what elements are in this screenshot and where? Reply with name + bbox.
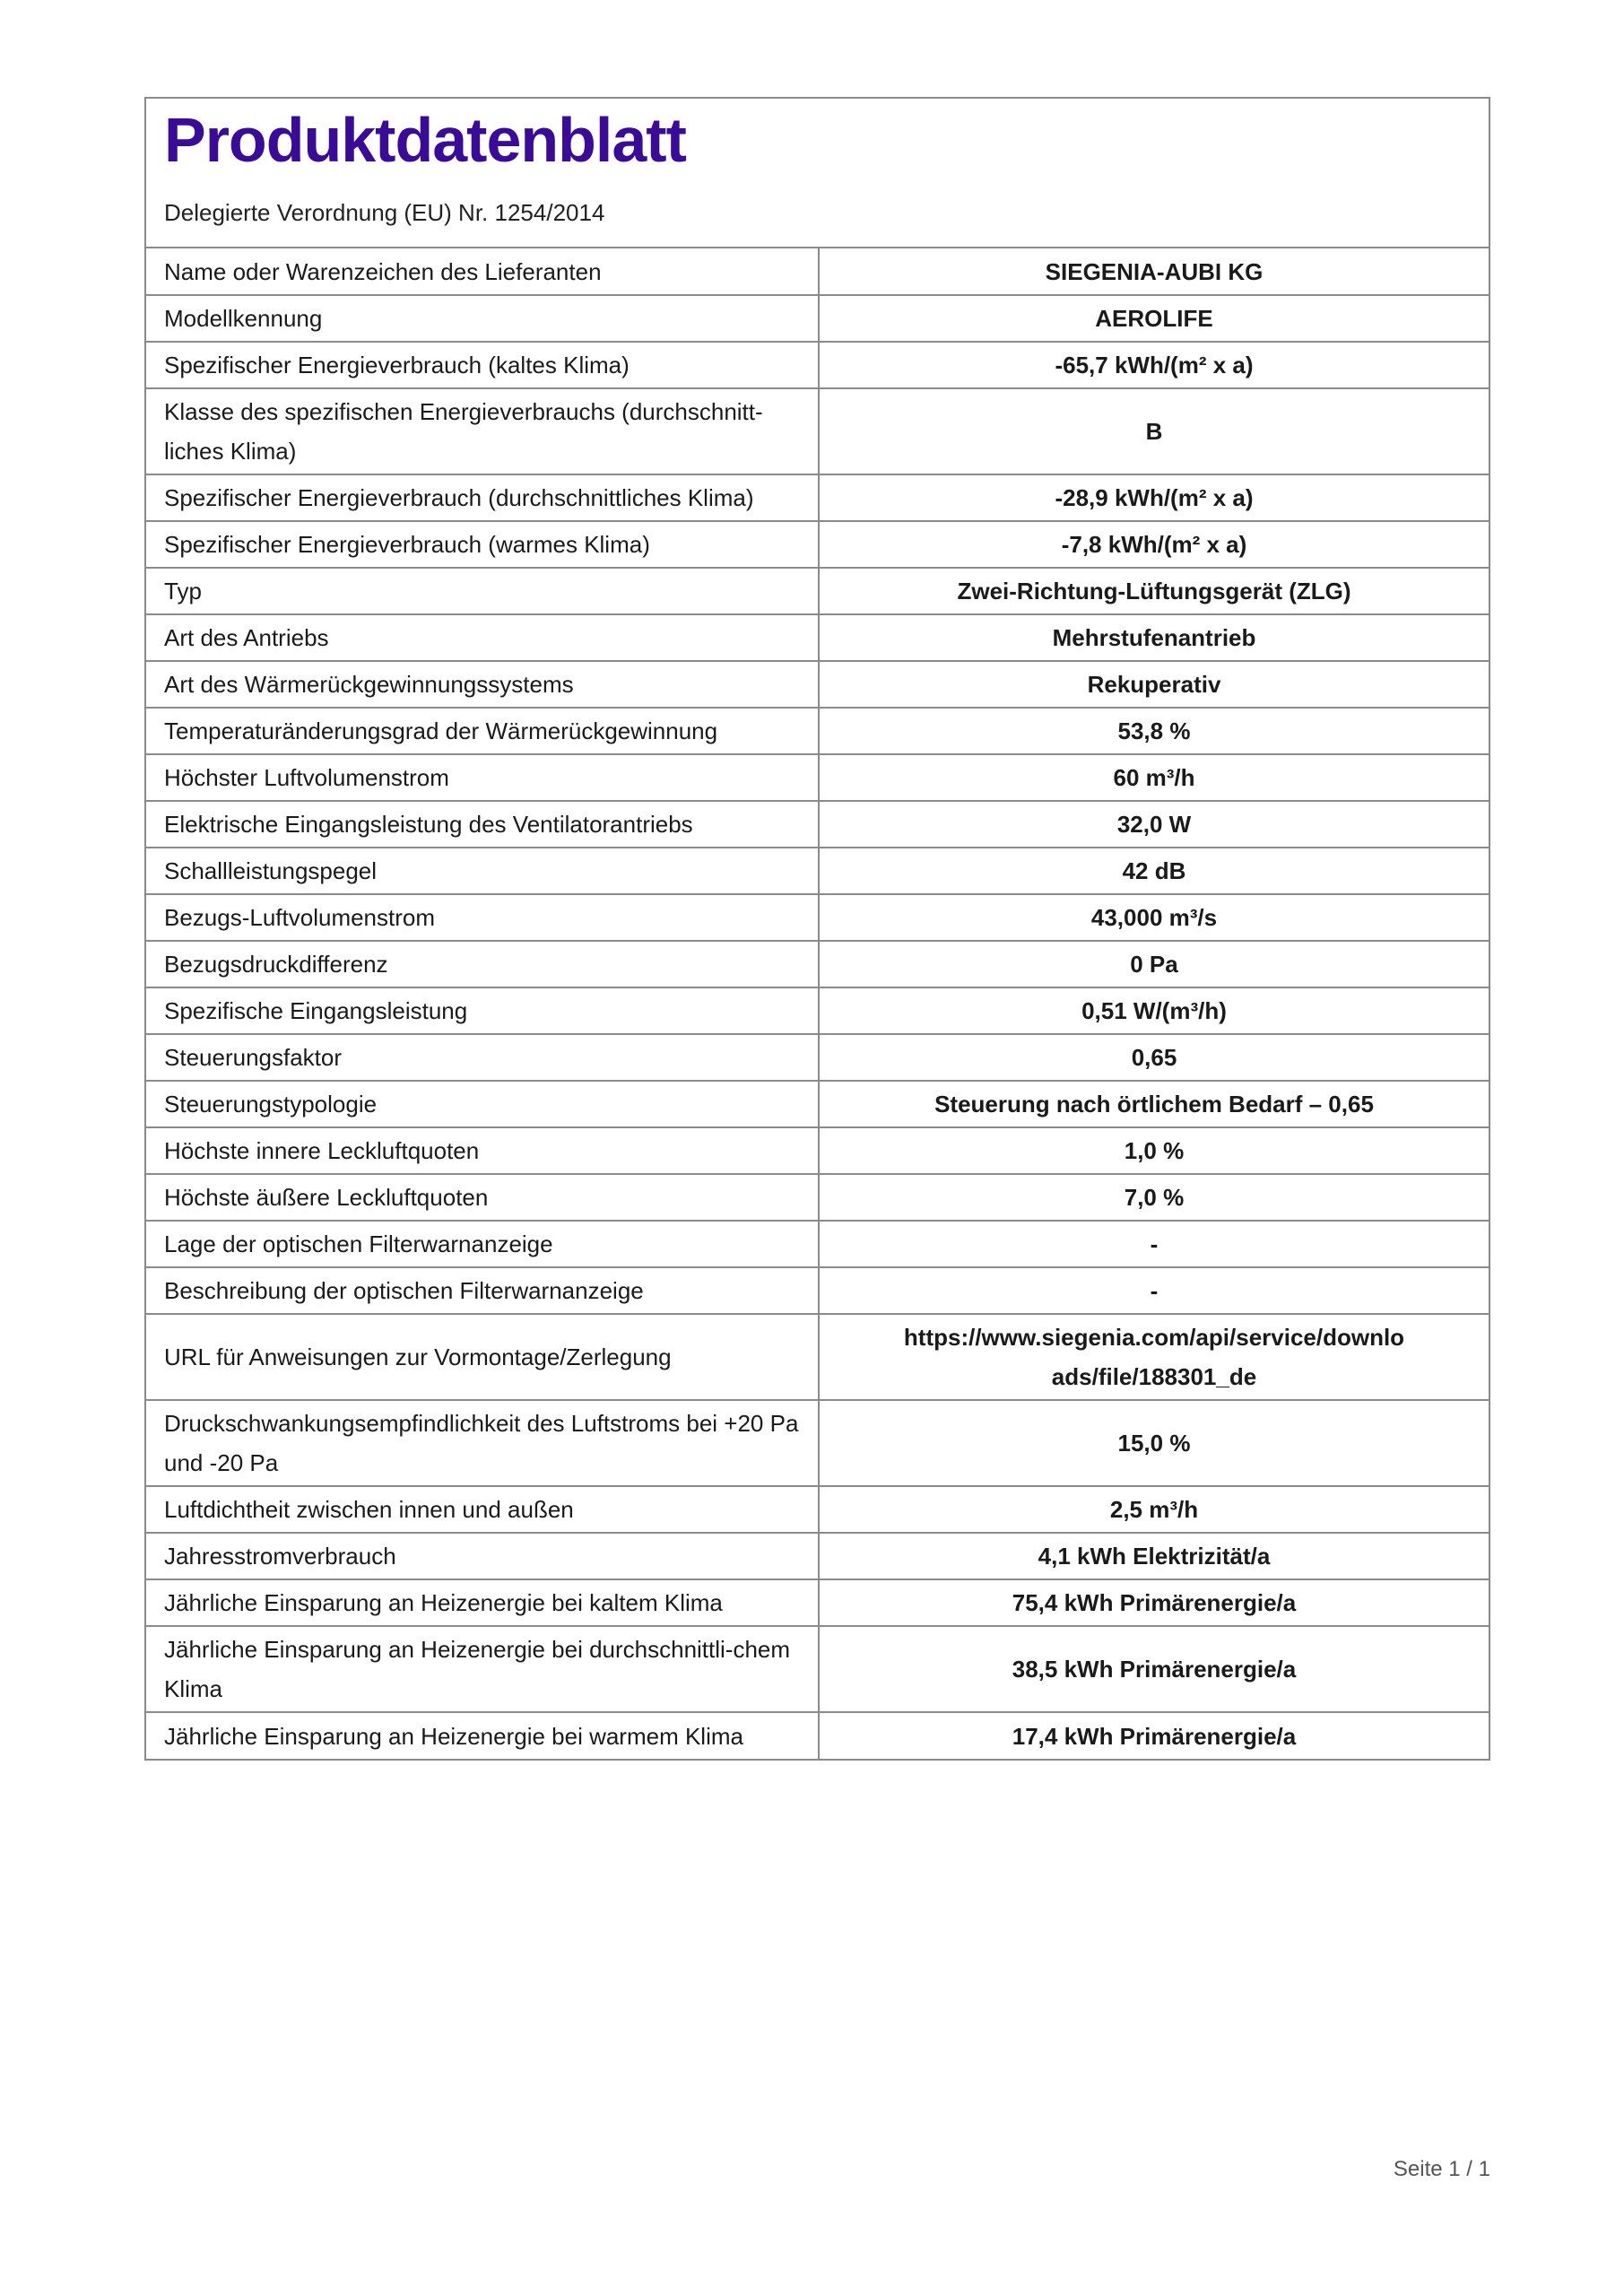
row-label: Höchster Luftvolumenstrom bbox=[146, 754, 819, 801]
table-row bbox=[146, 708, 1489, 754]
row-value: 2,5 m³/h bbox=[819, 1486, 1489, 1533]
row-value: B bbox=[819, 388, 1489, 474]
row-label: Steuerungsfaktor bbox=[146, 1034, 819, 1081]
regulation-subtitle: Delegierte Verordnung (EU) Nr. 1254/2014 bbox=[164, 199, 605, 226]
table-row bbox=[146, 1626, 1489, 1712]
row-value: 38,5 kWh Primärenergie/a bbox=[819, 1626, 1489, 1712]
row-value: 32,0 W bbox=[819, 801, 1489, 848]
row-value: 17,4 kWh Primärenergie/a bbox=[819, 1712, 1489, 1759]
row-label: Spezifischer Energieverbrauch (warmes Klima) bbox=[146, 521, 819, 568]
row-value: 75,4 kWh Primärenergie/a bbox=[819, 1579, 1489, 1626]
row-value: 42 dB bbox=[819, 848, 1489, 894]
table-row bbox=[146, 1712, 1489, 1759]
page-title: Produktdatenblatt bbox=[164, 105, 686, 175]
table-row bbox=[146, 1400, 1489, 1486]
table-row bbox=[146, 1127, 1489, 1174]
row-label: Steuerungstypologie bbox=[146, 1081, 819, 1127]
row-label: Luftdichtheit zwischen innen und außen bbox=[146, 1486, 819, 1533]
row-value: 0,51 W/(m³/h) bbox=[819, 987, 1489, 1034]
row-label: Schallleistungspegel bbox=[146, 848, 819, 894]
table-row bbox=[146, 614, 1489, 661]
table-row bbox=[146, 1081, 1489, 1127]
table-row bbox=[146, 661, 1489, 708]
row-value: 60 m³/h bbox=[819, 754, 1489, 801]
row-value: 43,000 m³/s bbox=[819, 894, 1489, 941]
sheet-header bbox=[146, 99, 1489, 248]
table-row bbox=[146, 388, 1489, 474]
table-row bbox=[146, 474, 1489, 521]
row-value: - bbox=[819, 1221, 1489, 1267]
row-value: 1,0 % bbox=[819, 1127, 1489, 1174]
table-row bbox=[146, 1579, 1489, 1626]
row-label: Jährliche Einsparung an Heizenergie bei durchschnittli-chem Klima bbox=[146, 1626, 819, 1712]
table-row bbox=[146, 1221, 1489, 1267]
row-label: Bezugs-Luftvolumenstrom bbox=[146, 894, 819, 941]
row-value: 53,8 % bbox=[819, 708, 1489, 754]
row-value: Mehrstufenantrieb bbox=[819, 614, 1489, 661]
row-label: Klasse des spezifischen Energieverbrauchs (durchschnitt-liches Klima) bbox=[146, 388, 819, 474]
row-value: SIEGENIA-AUBI KG bbox=[1045, 257, 1264, 285]
row-label: URL für Anweisungen zur Vormontage/Zerlegung bbox=[146, 1314, 819, 1400]
table-row bbox=[146, 941, 1489, 987]
row-label: Art des Antriebs bbox=[146, 614, 819, 661]
table-row bbox=[146, 248, 1489, 295]
row-label: Spezifischer Energieverbrauch (durchschnittliches Klima) bbox=[146, 474, 819, 521]
row-label: Jährliche Einsparung an Heizenergie bei kaltem Klima bbox=[146, 1579, 819, 1626]
table-row bbox=[146, 1174, 1489, 1221]
row-label: Temperaturänderungsgrad der Wärmerückgewinnung bbox=[146, 708, 819, 754]
table-row bbox=[146, 987, 1489, 1034]
table-row bbox=[146, 1034, 1489, 1081]
row-label: Jahresstromverbrauch bbox=[146, 1533, 819, 1579]
table-row bbox=[146, 754, 1489, 801]
table-row bbox=[146, 1486, 1489, 1533]
row-value: -65,7 kWh/(m² x a) bbox=[819, 342, 1489, 388]
row-label: Name oder Warenzeichen des Lieferanten bbox=[146, 248, 819, 295]
table-row bbox=[146, 568, 1489, 614]
row-label: Beschreibung der optischen Filterwarnanzeige bbox=[146, 1267, 819, 1314]
row-value: 4,1 kWh Elektrizität/a bbox=[819, 1533, 1489, 1579]
row-value: Steuerung nach örtlichem Bedarf – 0,65 bbox=[819, 1081, 1489, 1127]
row-label: Bezugsdruckdifferenz bbox=[146, 941, 819, 987]
row-label: Typ bbox=[146, 568, 819, 614]
row-value: Rekuperativ bbox=[819, 661, 1489, 708]
table-row bbox=[146, 848, 1489, 894]
table-row bbox=[146, 1314, 1489, 1400]
table-row bbox=[146, 1533, 1489, 1579]
row-value: 7,0 % bbox=[819, 1174, 1489, 1221]
page-number: Seite 1 / 1 bbox=[1393, 2157, 1490, 2181]
row-value: 15,0 % bbox=[819, 1400, 1489, 1486]
row-value: https://www.siegenia.com/api/service/downloads/file/188301_de bbox=[819, 1314, 1489, 1400]
row-label: Druckschwankungsempfindlichkeit des Luftstroms bei +20 Pa und -20 Pa bbox=[146, 1400, 819, 1486]
table-row bbox=[146, 521, 1489, 568]
table-row bbox=[146, 295, 1489, 342]
row-label: Art des Wärmerückgewinnungssystems bbox=[146, 661, 819, 708]
row-label: Spezifischer Energieverbrauch (kaltes Klima) bbox=[146, 342, 819, 388]
row-label: Spezifische Eingangsleistung bbox=[146, 987, 819, 1034]
row-value: AEROLIFE bbox=[819, 295, 1489, 342]
row-label: Lage der optischen Filterwarnanzeige bbox=[146, 1221, 819, 1267]
row-label: Jährliche Einsparung an Heizenergie bei warmem Klima bbox=[146, 1712, 819, 1759]
table-row bbox=[146, 1267, 1489, 1314]
table-row bbox=[146, 801, 1489, 848]
table-row bbox=[146, 342, 1489, 388]
row-value: -28,9 kWh/(m² x a) bbox=[819, 474, 1489, 521]
row-label: Höchste innere Leckluftquoten bbox=[146, 1127, 819, 1174]
row-value: -7,8 kWh/(m² x a) bbox=[819, 521, 1489, 568]
row-value: - bbox=[819, 1267, 1489, 1314]
row-label: Modellkennung bbox=[146, 295, 819, 342]
row-value: Zwei-Richtung-Lüftungsgerät (ZLG) bbox=[819, 568, 1489, 614]
specs-table bbox=[146, 248, 1489, 1759]
table-row bbox=[146, 894, 1489, 941]
row-value: 0 Pa bbox=[819, 941, 1489, 987]
row-value: 0,65 bbox=[819, 1034, 1489, 1081]
row-label: Höchste äußere Leckluftquoten bbox=[146, 1174, 819, 1221]
product-data-sheet bbox=[144, 97, 1490, 1761]
row-label: Elektrische Eingangsleistung des Ventilatorantriebs bbox=[146, 801, 819, 848]
